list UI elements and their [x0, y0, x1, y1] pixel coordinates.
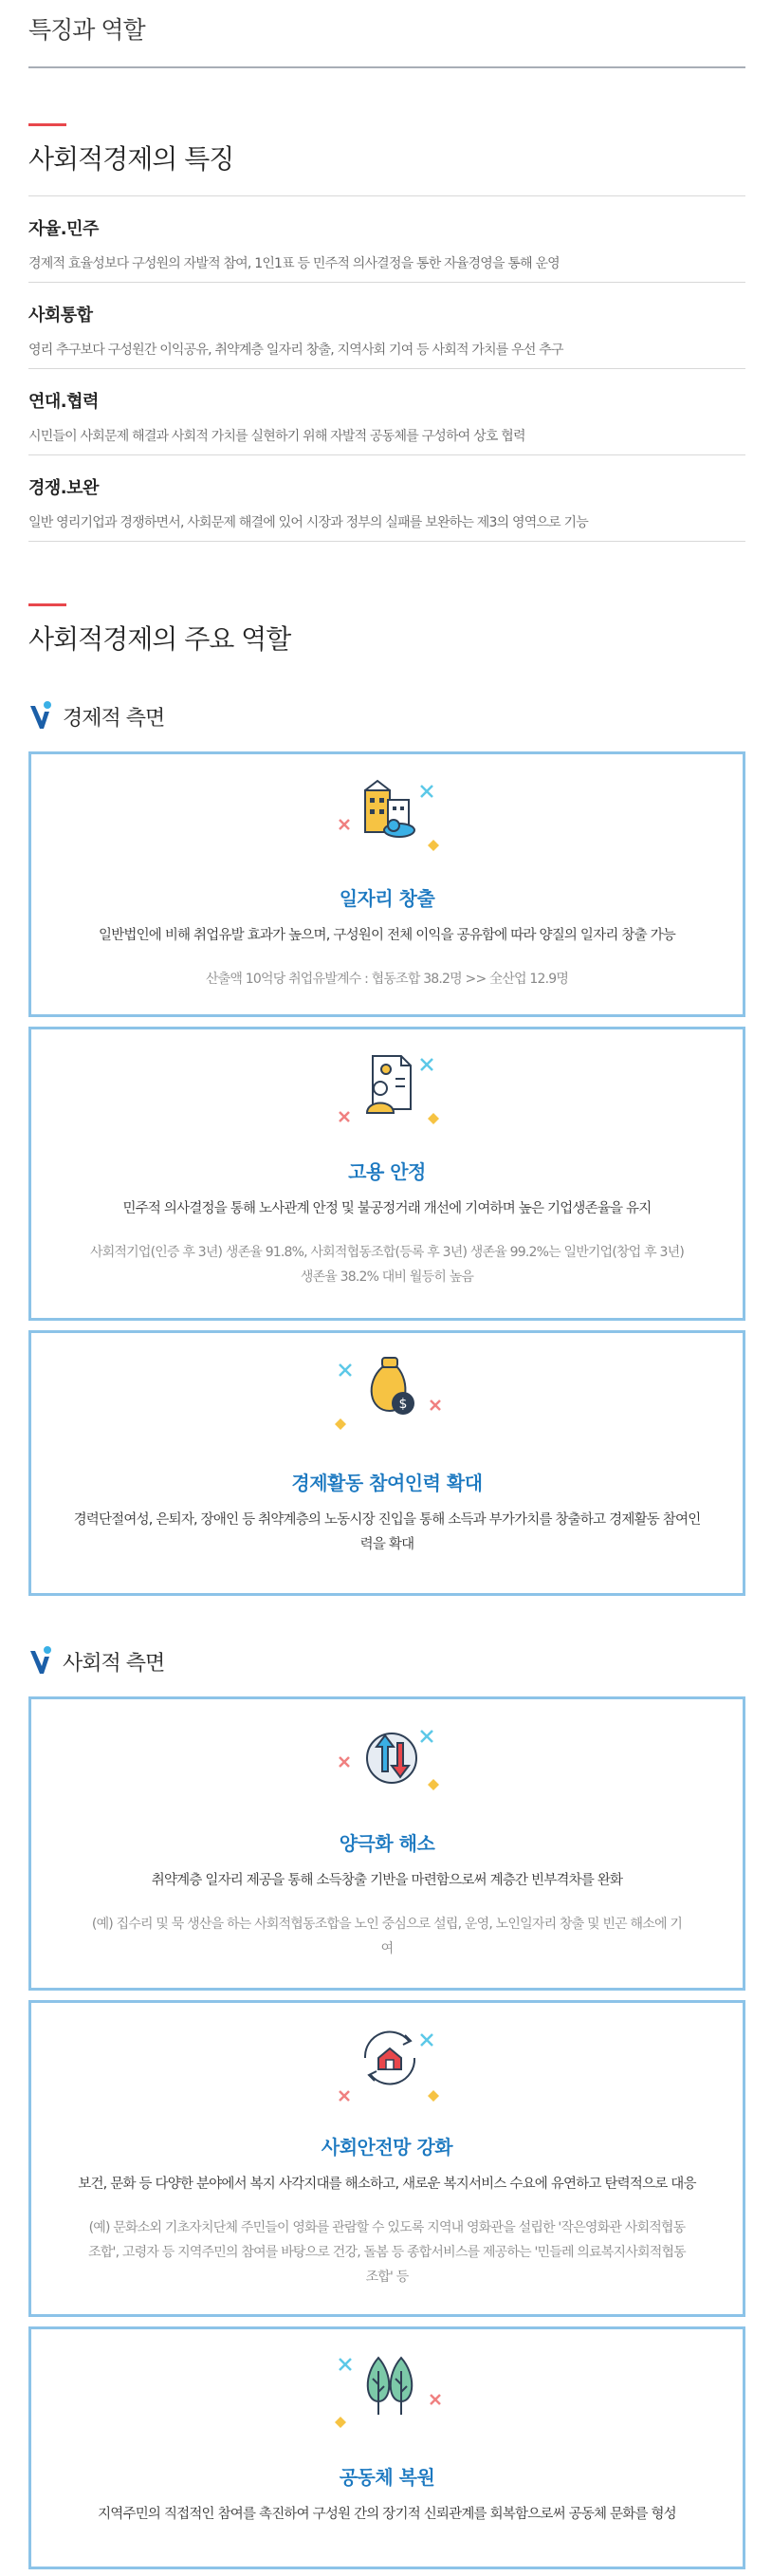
economic-subheading	[28, 700, 164, 732]
person-logo-icon	[28, 700, 55, 732]
card-title: 일자리 창출	[339, 887, 435, 910]
roles-heading: 사회적경제의 주요 역할	[28, 623, 291, 655]
card-title: 경제활동 참여인력 확대	[291, 1472, 483, 1494]
diamond-icon	[428, 1113, 439, 1124]
title-divider	[28, 66, 745, 68]
card-desc: 민주적 의사결정을 통해 노사관계 안정 및 불공정거래 개선에 기여하며 높은 기업생존율을 유지	[122, 1201, 652, 1216]
role-card	[28, 1696, 745, 1991]
card-desc: 일반법인에 비해 취업유발 효과가 높으며, 구성원이 전체 이익을 공유함에 따라 양질의 일자리 창출 가능	[98, 928, 676, 943]
role-card	[28, 1027, 745, 1321]
diamond-icon	[335, 1418, 346, 1430]
card-desc: 지역주민의 직접적인 참여를 촉진하여 구성원 간의 장기적 신뢰관계를 회복함으로써 공동체 문화를 형성	[98, 2507, 676, 2522]
card-desc: 보건, 문화 등 다양한 분야에서 복지 사각지대를 해소하고, 새로운 복지서비스 수요에 유연하고 탄력적으로 대응	[78, 2177, 696, 2192]
diamond-icon	[428, 840, 439, 851]
card-title: 양극화 해소	[339, 1832, 435, 1855]
feature-desc: 일반 영리기업과 경쟁하면서, 사회문제 해결에 있어 시장과 정부의 실패를 보완하는 제3의 영역으로 기능	[28, 515, 588, 530]
role-card	[28, 2326, 745, 2569]
city-building-icon	[352, 771, 428, 847]
sparkle-icon	[428, 1398, 443, 1413]
feature-desc: 경제적 효율성보다 구성원의 자발적 참여, 1인1표 등 민주적 의사결정을 통한 자율경영을 통해 운영	[28, 256, 560, 271]
card-title: 공동체 복원	[339, 2466, 435, 2489]
sparkle-icon	[428, 2392, 443, 2407]
feature-item	[28, 455, 745, 542]
features-heading: 사회적경제의 특징	[28, 143, 234, 175]
card-note: (예) 집수리 및 묵 생산을 하는 사회적협동조합을 노인 중심으로 설립, 운영, 노인일자리 창출 및 빈곤 해소에 기여	[91, 1917, 683, 1956]
role-card	[28, 751, 745, 1017]
feature-item	[28, 369, 745, 455]
svg-text:$: $	[398, 1397, 408, 1412]
employment-document-icon	[352, 1047, 428, 1122]
social-label: 사회적 측면	[63, 1651, 165, 1676]
card-note: 사회적기업(인증 후 3년) 생존율 91.8%, 사회적협동조합(등록 후 3년) 생존율 99.2%는 일반기업(창업 후 3년) 생존율 38.2% 대비 월등히 높음	[89, 1245, 685, 1285]
feature-desc: 시민들이 사회문제 해결과 사회적 가치를 실현하기 위해 자발적 공동체를 구성하여 상호 협력	[28, 429, 525, 444]
trees-icon	[352, 2346, 428, 2422]
card-desc: 취약계층 일자리 제공을 통해 소득창출 기반을 마련함으로써 계층간 빈부격차를 완화	[151, 1873, 623, 1888]
feature-name: 연대.협력	[28, 392, 99, 412]
role-card	[28, 2000, 745, 2317]
person-logo-icon	[28, 1645, 55, 1677]
page-title: 특징과 역할	[28, 16, 145, 44]
sparkle-icon	[337, 1109, 352, 1124]
diamond-icon	[335, 2417, 346, 2428]
diamond-icon	[428, 1779, 439, 1790]
sparkle-icon	[337, 2088, 352, 2103]
feature-name: 경쟁.보완	[28, 478, 99, 498]
section-accent-bar	[28, 123, 66, 126]
home-cycle-icon	[352, 2020, 428, 2096]
feature-desc: 영리 추구보다 구성원간 이익공유, 취약계층 일자리 창출, 지역사회 기여 등 사회적 가치를 우선 추구	[28, 343, 563, 358]
card-title: 고용 안정	[348, 1160, 426, 1183]
feature-name: 사회통합	[28, 306, 93, 325]
card-note: 산출액 10억당 취업유발계수 : 협동조합 38.2명 >> 全산업 12.9명	[205, 972, 569, 987]
diamond-icon	[428, 2090, 439, 2102]
features-list	[28, 195, 745, 542]
feature-item	[28, 283, 745, 369]
role-card	[28, 1330, 745, 1596]
money-bag-icon	[352, 1350, 428, 1426]
sparkle-icon	[337, 1754, 352, 1770]
section-accent-bar	[28, 603, 66, 606]
feature-name: 자율.민주	[28, 219, 99, 239]
card-title: 사회안전망 강화	[321, 2136, 453, 2159]
feature-item	[28, 196, 745, 283]
economic-label: 경제적 측면	[63, 706, 165, 731]
up-down-arrows-icon	[352, 1716, 428, 1792]
social-subheading	[28, 1645, 164, 1677]
card-desc: 경력단절여성, 은퇴자, 장애인 등 취약계층의 노동시장 진입을 통해 소득과 부가가치를 창출하고 경제활동 참여인력을 확대	[73, 1512, 701, 1552]
card-note: (예) 문화소외 기초자치단체 주민들이 영화를 관람할 수 있도록 지역내 영화관을 설립한 '작은영화관 사회적협동조합', 고령자 등 지역주민의 참여를 바탕으로 건강, 돌봄 등 종합서비스를 제공하는 '민들레 의료복지사회적협동조합' 등	[88, 2220, 686, 2285]
sparkle-icon	[337, 817, 352, 832]
